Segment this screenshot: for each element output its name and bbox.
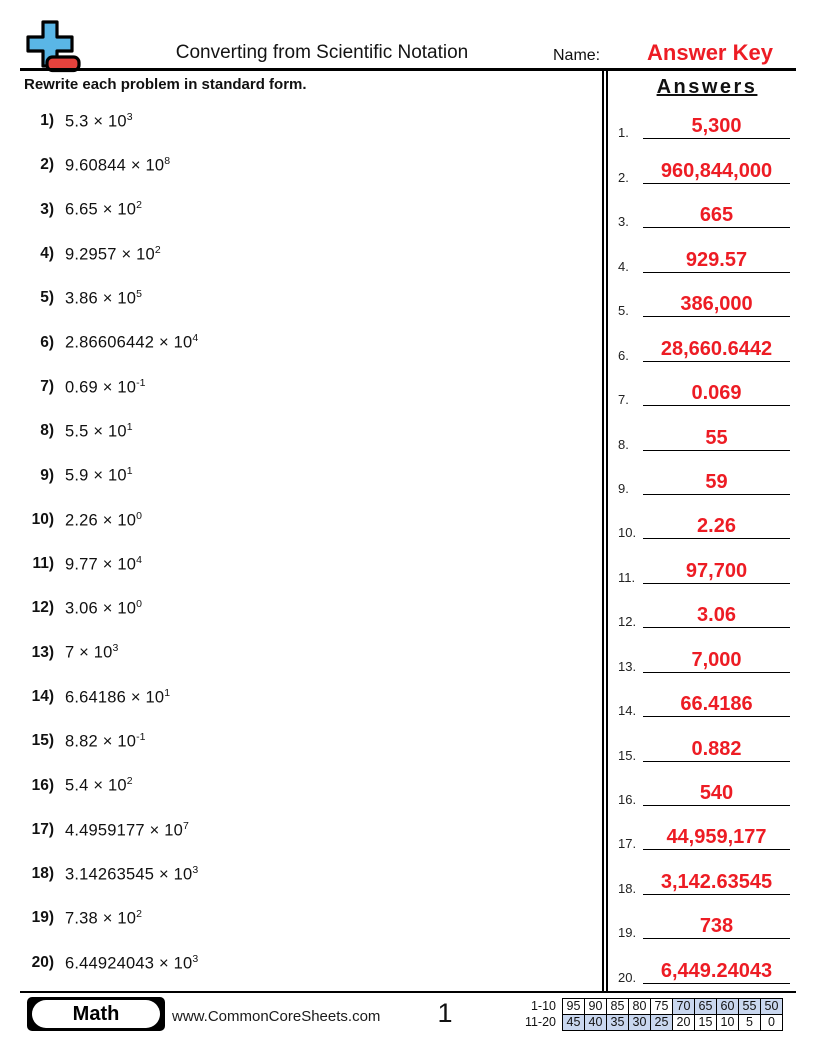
problem-expression xyxy=(65,864,198,885)
problem-mantissa: 0.69 × 10 xyxy=(65,378,137,397)
answer-blank-line xyxy=(643,294,790,317)
answer-row xyxy=(612,408,804,452)
problem-number: 7) xyxy=(40,377,54,395)
answer-number: 2. xyxy=(618,169,629,185)
problem-exponent: 3 xyxy=(112,642,119,655)
problem-expression xyxy=(65,554,142,575)
score-row-1 xyxy=(522,998,783,1015)
answer-value: 2.26 xyxy=(697,515,736,538)
problem-row xyxy=(20,763,580,807)
problem-exponent: 1 xyxy=(126,420,133,433)
answer-value: 5,300 xyxy=(691,115,742,138)
problem-number: 6) xyxy=(40,333,54,351)
answer-blank-line xyxy=(643,428,790,451)
answer-row xyxy=(612,897,804,941)
score-row-label: 1-10 xyxy=(530,999,556,1013)
problem-row xyxy=(20,365,580,409)
score-cell: 95 xyxy=(562,998,585,1015)
answer-row xyxy=(612,630,804,674)
score-cell: 75 xyxy=(650,998,673,1015)
answer-number: 10. xyxy=(618,525,637,541)
answer-blank-line xyxy=(643,605,790,628)
answer-row xyxy=(612,808,804,852)
answer-number: 14. xyxy=(618,703,637,719)
answer-number: 3. xyxy=(618,214,629,230)
answer-number: 9. xyxy=(618,480,629,496)
problem-expression xyxy=(65,510,142,531)
answer-blank-line xyxy=(643,516,790,539)
problem-mantissa: 8.82 × 10 xyxy=(65,732,137,751)
score-cell: 85 xyxy=(606,998,629,1015)
problem-mantissa: 9.77 × 10 xyxy=(65,555,137,574)
problem-row xyxy=(20,498,580,542)
answer-value: 0.882 xyxy=(691,737,742,760)
answer-blank-line xyxy=(643,739,790,762)
answer-value: 7,000 xyxy=(691,648,742,671)
score-cell: 50 xyxy=(760,998,783,1015)
problem-row xyxy=(20,320,580,364)
problem-mantissa: 2.26 × 10 xyxy=(65,511,137,530)
problem-mantissa: 6.64186 × 10 xyxy=(65,688,165,707)
problem-mantissa: 3.06 × 10 xyxy=(65,599,137,618)
answer-blank-line xyxy=(643,161,790,184)
answer-blank-line xyxy=(643,961,790,984)
problem-number: 8) xyxy=(40,422,54,440)
problem-expression xyxy=(65,908,142,929)
answer-blank-line xyxy=(643,383,790,406)
problem-exponent: 2 xyxy=(126,775,133,788)
problem-expression xyxy=(65,244,161,265)
answer-row xyxy=(612,453,804,497)
problem-number: 17) xyxy=(31,820,54,838)
name-label: Name: xyxy=(553,47,601,64)
answer-number: 11. xyxy=(618,569,636,585)
score-cell: 10 xyxy=(716,1014,739,1031)
instructions-text: Rewrite each problem in standard form. xyxy=(24,76,307,93)
problem-expression xyxy=(65,642,118,663)
problem-row xyxy=(20,99,580,143)
answer-blank-line xyxy=(643,827,790,850)
score-cell: 45 xyxy=(562,1014,585,1031)
score-cell: 20 xyxy=(672,1014,695,1031)
answer-number: 7. xyxy=(618,392,629,408)
answers-heading: Answers xyxy=(656,76,758,98)
answer-value: 929.57 xyxy=(685,248,748,271)
answer-row xyxy=(612,764,804,808)
problem-row xyxy=(20,409,580,453)
problem-row xyxy=(20,276,580,320)
problem-number: 5) xyxy=(40,289,54,307)
problem-number: 16) xyxy=(31,776,54,794)
problem-expression xyxy=(65,598,142,619)
answer-value: 738 xyxy=(699,915,734,938)
problem-expression xyxy=(65,155,170,176)
problem-expression xyxy=(65,953,198,974)
problem-exponent: -1 xyxy=(136,376,146,389)
problem-exponent: 0 xyxy=(136,509,142,522)
problem-mantissa: 7 × 10 xyxy=(65,643,113,662)
problem-number: 11) xyxy=(32,555,54,573)
problem-mantissa: 5.9 × 10 xyxy=(65,466,127,485)
problem-expression xyxy=(65,111,133,132)
score-cell: 65 xyxy=(694,998,717,1015)
answer-number: 15. xyxy=(618,747,637,763)
answer-number: 17. xyxy=(618,836,637,852)
problem-row xyxy=(20,188,580,232)
score-cell: 60 xyxy=(716,998,739,1015)
answer-row xyxy=(612,852,804,896)
problem-row xyxy=(20,808,580,852)
problem-mantissa: 9.60844 × 10 xyxy=(65,156,165,175)
score-cell: 25 xyxy=(650,1014,673,1031)
answer-number: 8. xyxy=(618,436,629,452)
problem-row xyxy=(20,852,580,896)
problem-number: 1) xyxy=(40,112,54,130)
answer-number: 4. xyxy=(618,258,629,274)
problem-mantissa: 6.44924043 × 10 xyxy=(65,954,193,973)
problem-mantissa: 5.4 × 10 xyxy=(65,776,127,795)
problem-mantissa: 3.14263545 × 10 xyxy=(65,865,193,884)
footer-rule xyxy=(20,991,796,993)
problem-number: 10) xyxy=(31,510,54,528)
score-cell: 0 xyxy=(760,1014,783,1031)
problem-number: 4) xyxy=(40,245,54,263)
answer-row xyxy=(612,675,804,719)
answer-blank-line xyxy=(643,916,790,939)
problem-mantissa: 9.2957 × 10 xyxy=(65,245,155,264)
column-divider xyxy=(602,71,608,992)
score-cell: 30 xyxy=(628,1014,651,1031)
problem-expression xyxy=(65,731,145,752)
problem-number: 20) xyxy=(31,953,54,971)
score-cell: 40 xyxy=(584,1014,607,1031)
problem-mantissa: 5.3 × 10 xyxy=(65,112,127,131)
answer-number: 5. xyxy=(618,303,629,319)
problem-row xyxy=(20,941,580,985)
problem-exponent: 1 xyxy=(126,465,133,478)
problem-expression xyxy=(65,377,145,398)
score-cell: 80 xyxy=(628,998,651,1015)
problem-row xyxy=(20,232,580,276)
problem-mantissa: 5.5 × 10 xyxy=(65,422,127,441)
problem-exponent: 5 xyxy=(136,288,142,301)
score-row-label: 11-20 xyxy=(524,1015,556,1029)
answer-number: 19. xyxy=(618,925,637,941)
answer-value: 97,700 xyxy=(685,559,748,582)
answer-value: 6,449.24043 xyxy=(660,959,773,982)
answer-row xyxy=(612,275,804,319)
answer-row xyxy=(612,97,804,141)
problem-number: 14) xyxy=(31,688,54,705)
problem-expression xyxy=(65,465,133,486)
answer-value: 540 xyxy=(699,782,734,804)
problem-mantissa: 3.86 × 10 xyxy=(65,289,137,308)
problem-number: 19) xyxy=(31,909,54,927)
problem-row xyxy=(20,143,580,187)
answer-row xyxy=(612,141,804,185)
problem-exponent: 2 xyxy=(154,243,161,256)
problem-row xyxy=(20,586,580,630)
answer-number: 1. xyxy=(618,125,629,141)
score-cell: 70 xyxy=(672,998,695,1015)
score-cell: 5 xyxy=(738,1014,761,1031)
answer-row xyxy=(612,186,804,230)
problem-exponent: 2 xyxy=(136,199,142,212)
answer-blank-line xyxy=(643,339,790,362)
score-cells-row-1 xyxy=(562,998,783,1015)
answer-number: 6. xyxy=(618,347,629,363)
problem-number: 13) xyxy=(31,643,54,661)
score-cell: 15 xyxy=(694,1014,717,1031)
answer-value: 59 xyxy=(705,470,728,493)
problem-mantissa: 2.86606442 × 10 xyxy=(65,333,193,352)
answer-blank-line xyxy=(643,694,790,717)
problem-number: 2) xyxy=(40,156,54,174)
problem-expression xyxy=(65,332,198,353)
answer-value: 0.069 xyxy=(691,382,742,405)
problem-row xyxy=(20,631,580,675)
answer-row xyxy=(612,941,804,985)
problem-number: 15) xyxy=(31,732,54,750)
problem-exponent: 7 xyxy=(182,819,189,832)
website-link: www.CommonCoreSheets.com xyxy=(172,1008,381,1025)
problem-number: 9) xyxy=(40,466,54,484)
problem-mantissa: 7.38 × 10 xyxy=(65,909,137,928)
problem-exponent: 1 xyxy=(164,686,171,699)
problem-row xyxy=(20,675,580,719)
problem-expression xyxy=(65,775,133,796)
score-cell: 90 xyxy=(584,998,607,1015)
problem-exponent: -1 xyxy=(136,731,146,744)
answer-blank-line xyxy=(643,472,790,495)
answer-row xyxy=(612,586,804,630)
answer-row xyxy=(612,541,804,585)
problem-expression xyxy=(65,820,189,841)
problem-expression xyxy=(65,288,142,309)
problem-row xyxy=(20,719,580,763)
problem-row xyxy=(20,542,580,586)
problem-expression xyxy=(65,199,142,220)
answers-list xyxy=(612,97,804,986)
problem-exponent: 4 xyxy=(192,332,199,345)
score-table xyxy=(522,998,783,1031)
problem-exponent: 8 xyxy=(164,155,171,168)
header-rule xyxy=(20,68,796,71)
subject-badge xyxy=(27,997,165,1031)
answer-value: 960,844,000 xyxy=(660,159,773,182)
problem-exponent: 3 xyxy=(192,952,199,965)
answer-row xyxy=(612,319,804,363)
answer-key-text: Answer Key xyxy=(647,40,773,65)
problem-number: 12) xyxy=(31,599,54,617)
answer-number: 20. xyxy=(618,969,637,985)
answer-row xyxy=(612,719,804,763)
answer-number: 12. xyxy=(618,614,637,630)
problem-expression xyxy=(65,687,170,708)
answer-number: 18. xyxy=(618,880,637,896)
page-title: Converting from Scientific Notation xyxy=(175,42,469,63)
answer-value: 66.4186 xyxy=(680,693,753,716)
page-number: 1 xyxy=(437,998,453,1028)
problem-exponent: 3 xyxy=(192,863,199,876)
subject-label: Math xyxy=(32,1000,160,1028)
score-cell: 35 xyxy=(606,1014,629,1031)
problem-exponent: 4 xyxy=(136,553,142,566)
score-cell: 55 xyxy=(738,998,761,1015)
problem-exponent: 0 xyxy=(136,598,142,611)
answer-blank-line xyxy=(643,116,790,139)
answer-blank-line xyxy=(643,205,790,228)
answer-blank-line xyxy=(643,561,790,584)
answer-value: 3,142.63545 xyxy=(660,870,773,893)
answer-blank-line xyxy=(643,872,790,895)
problem-number: 3) xyxy=(40,200,54,218)
answer-value: 55 xyxy=(705,426,728,449)
answer-blank-line xyxy=(643,783,790,806)
answer-value: 44,959,177 xyxy=(666,826,767,849)
problem-expression xyxy=(65,421,133,442)
answer-value: 3.06 xyxy=(697,604,736,627)
problem-row xyxy=(20,453,580,497)
answer-row xyxy=(612,230,804,274)
problem-number: 18) xyxy=(31,865,54,883)
problem-mantissa: 4.4959177 × 10 xyxy=(65,821,183,840)
score-cells-row-2 xyxy=(562,1014,783,1031)
score-row-2 xyxy=(522,1014,783,1031)
answer-value: 665 xyxy=(699,204,734,227)
problem-exponent: 3 xyxy=(126,110,133,123)
answer-row xyxy=(612,497,804,541)
answer-blank-line xyxy=(643,650,790,673)
answer-number: 13. xyxy=(618,658,637,674)
answer-value: 386,000 xyxy=(680,293,753,316)
answer-blank-line xyxy=(643,250,790,273)
answer-row xyxy=(612,364,804,408)
answer-number: 16. xyxy=(618,792,637,807)
problem-exponent: 2 xyxy=(136,908,142,921)
problems-list xyxy=(20,99,580,985)
problem-row xyxy=(20,896,580,940)
problem-mantissa: 6.65 × 10 xyxy=(65,200,137,219)
answer-value: 28,660.6442 xyxy=(660,337,773,360)
